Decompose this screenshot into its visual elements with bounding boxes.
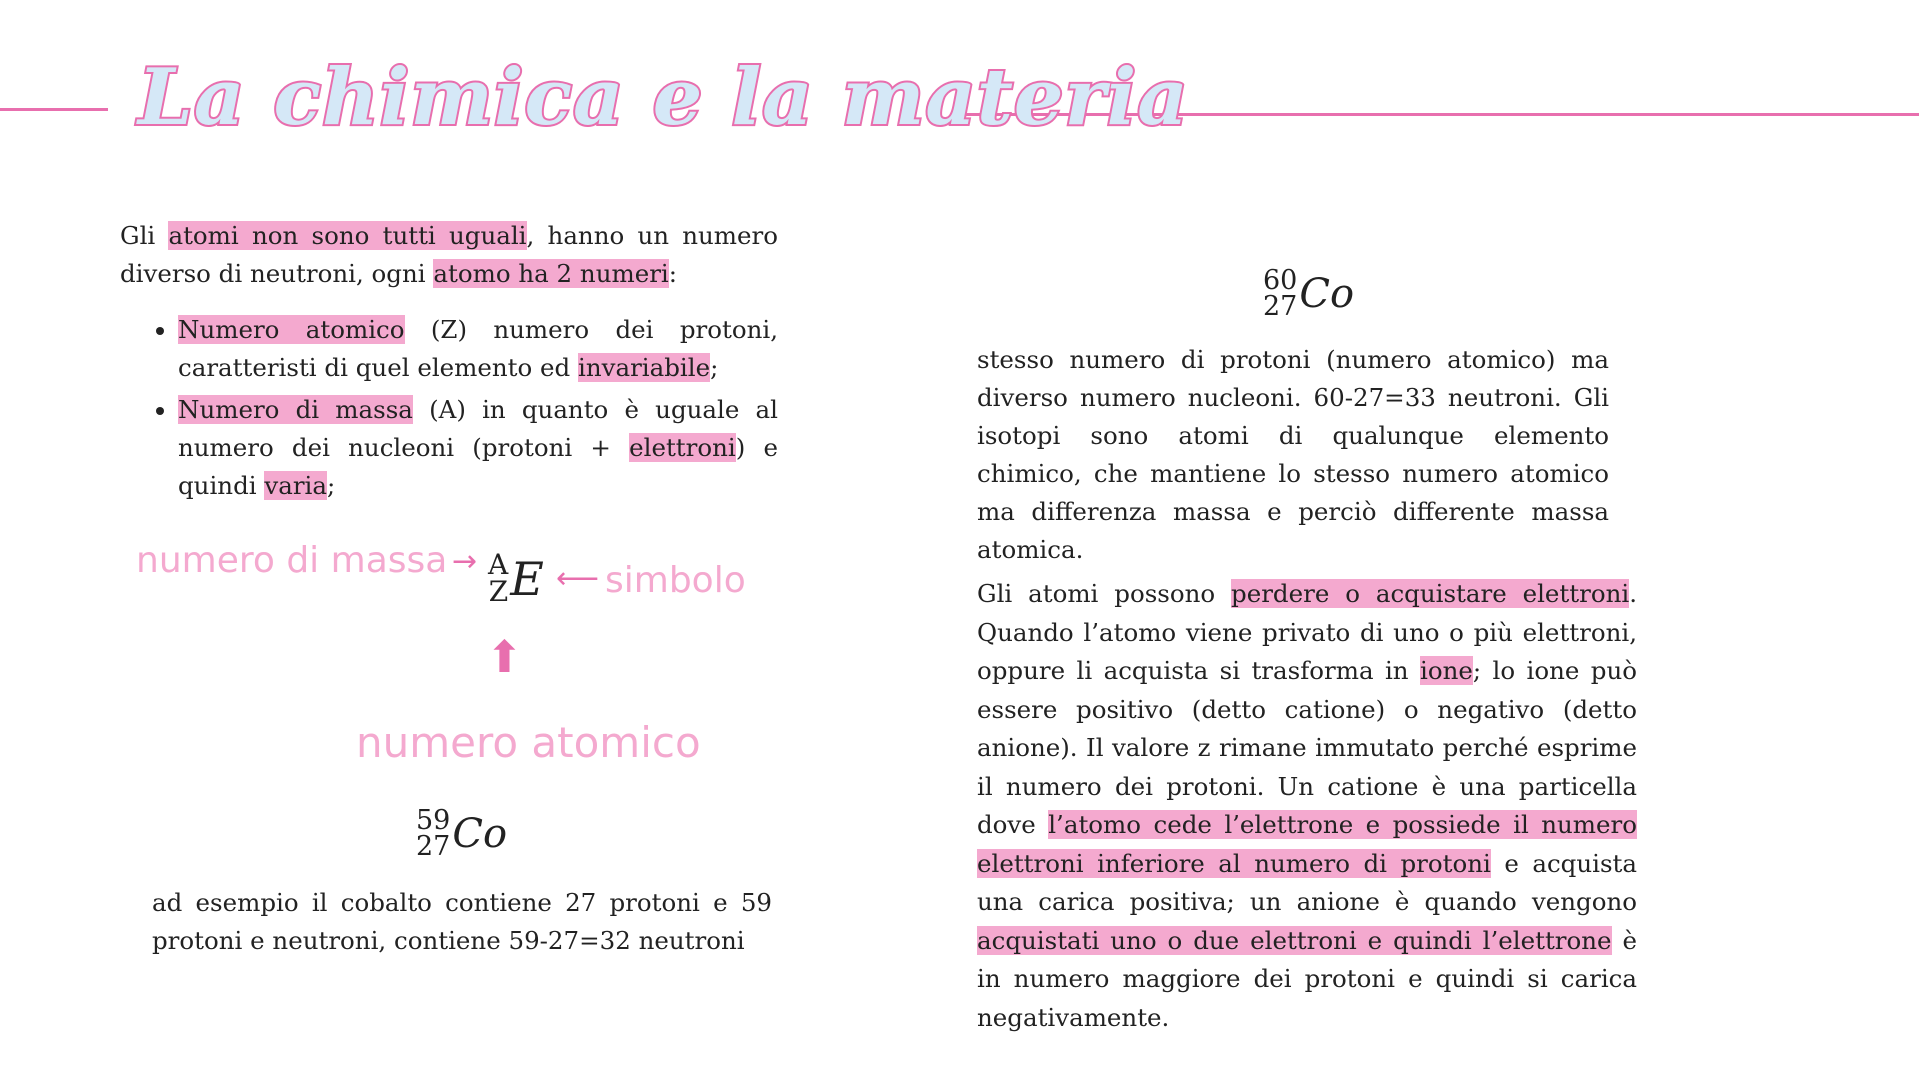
general-nuclide-symbol [488,548,544,606]
intro-paragraph [120,217,778,293]
ions-text: ; lo ione può essere positivo (detto catione) o negativo (detto anione). Il valore z rimane immutato perché esprime il numero dei protoni. Un catione è una particella dove [977,656,1637,839]
bullet-highlight: Numero di massa [178,395,413,424]
nuclide-atomic: 27 [1263,291,1298,322]
intro-text: Gli [120,221,169,250]
symbol-label: simbolo [605,560,746,601]
nuclide-atomic: 27 [416,831,451,862]
intro-text: : [668,259,678,288]
cobalt-60-symbol [1263,265,1355,322]
up-arrow-icon: ⬆ [486,632,523,683]
intro-highlight: atomo ha 2 numeri [433,259,669,288]
ions-text: Gli atomi possono [977,579,1232,608]
nuclide-atomic: Z [488,575,509,608]
page-title: La chimica e la materia [138,52,1189,143]
mass-number-label: numero di massa [136,540,448,581]
bullet-highlight: elettroni [629,433,736,462]
isotope-paragraph: stesso numero di protoni (numero atomico) ma diverso numero nucleoni. 60-27=33 neutroni. Gli isotopi sono atomi di qualunque elemento chimico, che mantiene lo stesso numero atomico ma differenza massa e perciò differente massa atomica. [977,345,1609,564]
bullet-item-mass-number [178,391,778,505]
bullet-list [120,311,778,509]
ions-text: è in numero maggiore dei protoni e quindi si carica negativamente. [977,925,1637,1032]
ions-text: . Quando l’atomo viene privato di uno o più elettroni, oppure li acquista si trasforma in [977,579,1637,685]
bullet-text: (Z) numero dei protoni, caratteristi di quel elemento ed [178,315,778,382]
nuclide-symbol: Co [452,811,508,857]
nuclide-symbol: Co [1299,271,1355,317]
bullet-text: ) e quindi [178,433,778,500]
nuclide-mass: A [488,548,509,582]
nuclide-mass: 60 [1263,265,1298,297]
ions-text: e acquista una carica positiva; un anione è quando vengono [977,848,1637,916]
nuclide-mass: 59 [416,805,451,837]
intro-text: , hanno un numero diverso di neutroni, ogni [120,221,779,288]
ions-highlight: perdere o acquistare elettroni [1231,579,1630,608]
bullet-text: ; [327,471,336,500]
bullet-text: (A) in quanto è uguale al numero dei nucleoni (protoni + [178,395,778,462]
ions-highlight: l’atomo cede l’elettrone e possiede il numero elettroni inferiore al numero di protoni [977,810,1637,878]
cobalt-59-symbol [416,805,508,862]
right-arrow-icon: → [452,544,478,579]
nuclide-symbol: E [510,552,544,606]
bullet-highlight: Numero atomico [178,315,405,344]
bullet-highlight: varia [264,471,327,500]
intro-highlight: atomi non sono tutti uguali [168,221,527,250]
ions-paragraph [977,575,1637,1037]
title-line-left [0,108,108,111]
left-arrow-icon: ⟵ [556,561,600,596]
bullet-item-atomic-number [178,311,778,387]
example-paragraph: ad esempio il cobalto contiene 27 protoni e 59 protoni e neutroni, contiene 59-27=32 neutroni [152,888,772,955]
ions-highlight: acquistati uno o due elettroni e quindi l’elettrone [977,925,1612,955]
bullet-highlight: invariabile [578,353,711,382]
ions-highlight: ione [1419,656,1473,685]
bullet-text: ; [710,353,719,382]
atomic-number-label: numero atomico [356,718,701,767]
